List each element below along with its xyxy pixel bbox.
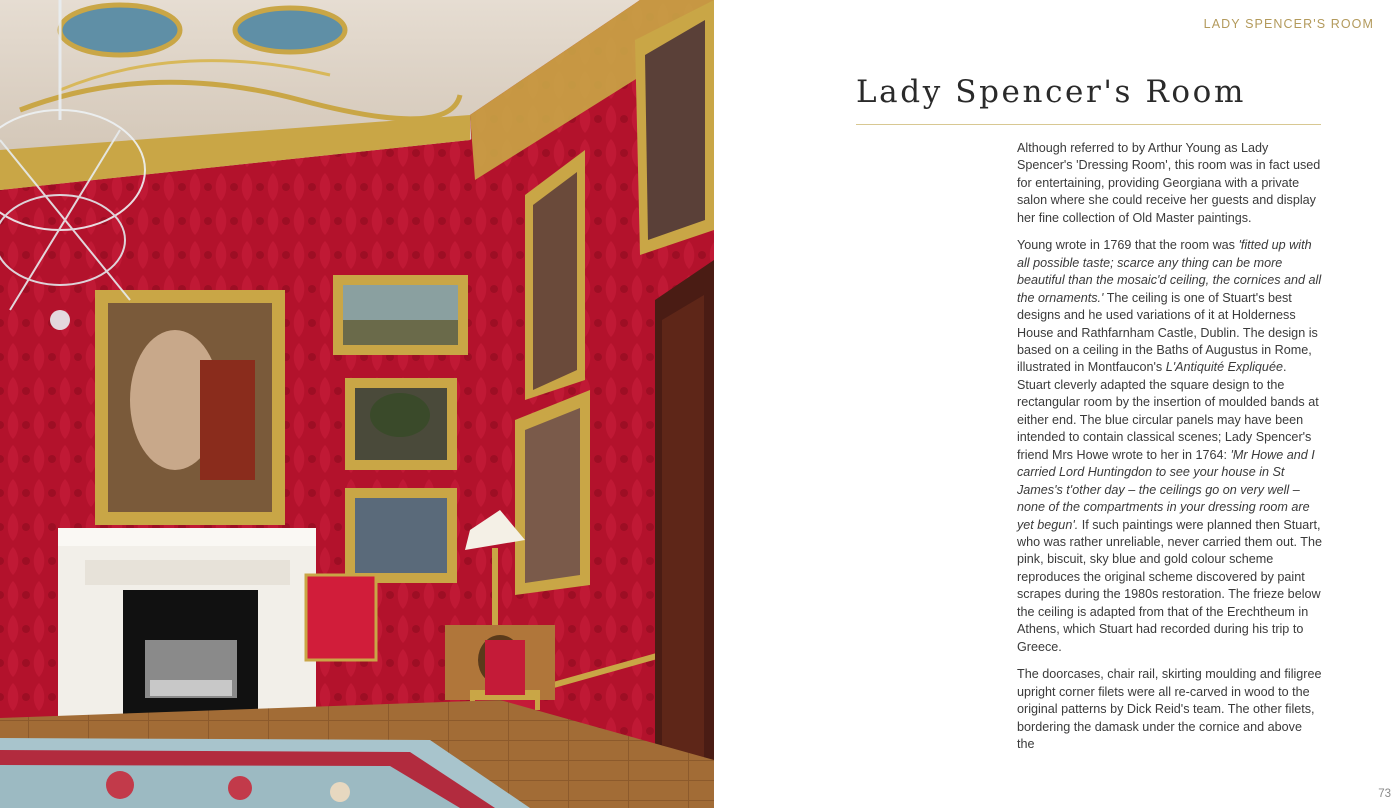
page-number: 73 — [1378, 788, 1391, 800]
paragraph-1: Although referred to by Arthur Young as Lady Spencer's 'Dressing Room', this room was in fact used for entertaining, providing Georgiana with a private salon where she could receive her guests and display her fine collection of Old Master paintings. — [1017, 141, 1321, 225]
title-rule — [856, 124, 1321, 125]
quote-young: 'fitted up with all possible taste; scarce any thing can be more beautiful than the mosaic'd ceiling, the cornices and all the ornaments.' — [1017, 238, 1322, 305]
paragraph-2 — [1017, 237, 1322, 656]
quote-howe: 'Mr Howe and I carried Lord Huntingdon to see your house in St James's t'other day – the ceilings go on very well – none of the compartments in your dressing room are yet begun'. — [1017, 447, 1315, 532]
text-span: If such paintings were planned then Stuart, who was rather unreliable, never carried them out. The pink, biscuit, sky blue and gold colour scheme reproduces the original scheme discovered by paint scrapes during the 1980s restoration. The frieze below the ceiling is adapted from that of the Erechtheum in Athens, which Stuart had recorded during his trip to Greece. — [1017, 517, 1322, 654]
text-span: Young wrote in 1769 that the room was — [1017, 238, 1239, 253]
page-title: Lady Spencer's Room — [856, 74, 1246, 110]
running-head: LADY SPENCER'S ROOM — [1203, 17, 1374, 31]
body-text — [1017, 140, 1322, 763]
text-span: The ceiling is one of Stuart's best designs and he used variations of it at Holderness House and Rathfarnham Castle, Dublin. The design is based on a ceiling in the Baths of Augustus in Rome, illustrated in Montfaucon's — [1017, 290, 1318, 375]
text-span: . Stuart cleverly adapted the square design to the rectangular room by the insertion of moulded bands at either end. The blue circular panels may have been intended to contain classical scenes; Lady Spencer's friend Mrs Howe wrote to her in 1764: — [1017, 360, 1319, 462]
book-title: L'Antiquité Expliquée — [1165, 360, 1283, 375]
paragraph-3: The doorcases, chair rail, skirting moulding and filigree upright corner filets were all re-carved in wood to the original patterns by Dick Reid's team. The other filets, bordering the damask under the cornice and above the — [1017, 667, 1322, 751]
